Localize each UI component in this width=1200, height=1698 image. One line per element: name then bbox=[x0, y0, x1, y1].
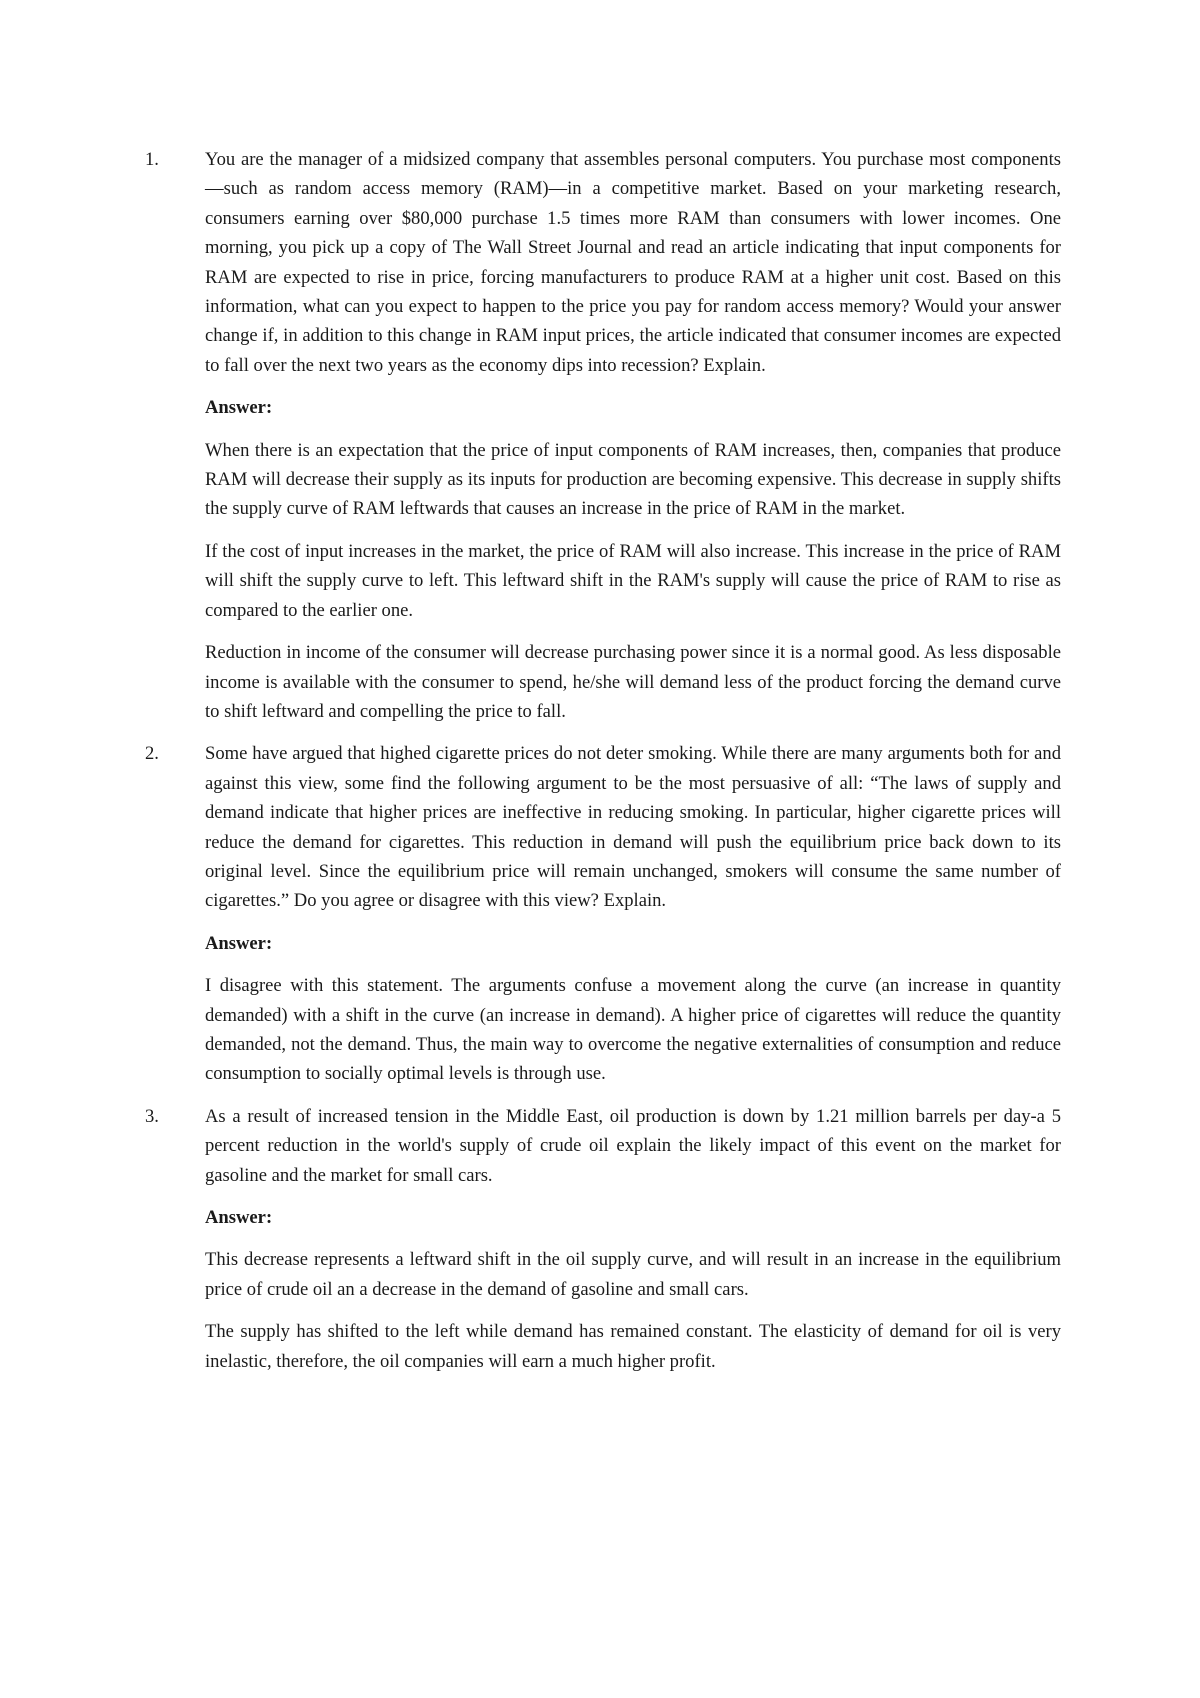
answer-paragraph: The supply has shifted to the left while demand has remained constant. The elasticity of demand for oil is very inelastic, therefore, the oil companies will earn a much higher profit. bbox=[205, 1321, 1061, 1372]
question-item-2 bbox=[145, 739, 1061, 1088]
answer-paragraph: If the cost of input increases in the market, the price of RAM will also increase. This increase in the price of RAM will shift the supply curve to left. This leftward shift in the RAM's supply will cause the price of RAM to rise as compared to the earlier one. bbox=[205, 540, 1061, 621]
question-number: 2. bbox=[145, 743, 159, 765]
question-text: Some have argued that highed cigarette prices do not deter smoking. While there are many arguments both for and against this view, some find the following argument to be the most persuasive of all: “The laws of supply and demand indicate that higher prices are ineffective in reducing smoking. In particular, higher cigarette prices will reduce the demand for cigarettes. This reduction in demand will push the equilibrium price back down to its original level. Since the equilibrium price will remain unchanged, smokers will consume the same number of cigarettes.” Do you agree or disagree with this view? Explain. bbox=[205, 743, 1061, 912]
answer-label: Answer: bbox=[205, 397, 273, 419]
question-text: As a result of increased tension in the Middle East, oil production is down by 1.21 million barrels per day-a 5 percent reduction in the world's supply of crude oil explain the likely impact of this event on the market for gasoline and the market for small cars. bbox=[205, 1105, 1061, 1186]
answer-label: Answer: bbox=[205, 932, 273, 954]
question-text: You are the manager of a midsized company that assembles personal computers. You purchase most components—such as random access memory (RAM)—in a competitive market. Based on your marketing research, consumers earning over $80,000 purchase 1.5 times more RAM than consumers with lower incomes. One morning, you pick up a copy of The Wall Street Journal and read an article indicating that input components for RAM are expected to rise in price, forcing manufacturers to produce RAM at a higher unit cost. Based on this information, what can you expect to happen to the price you pay for random access memory? Would your answer change if, in addition to this change in RAM input prices, the article indicated that consumer incomes are expected to fall over the next two years as the economy dips into recession? Explain. bbox=[205, 149, 1061, 376]
answer-paragraph: Reduction in income of the consumer will decrease purchasing power since it is a normal good. As less disposable income is available with the consumer to spend, he/she will demand less of the product forcing the demand curve to shift leftward and compelling the price to fall. bbox=[205, 642, 1061, 722]
question-number: 3. bbox=[145, 1105, 159, 1127]
answer-paragraph: I disagree with this statement. The arguments confuse a movement along the curve (an increase in quantity demanded) with a shift in the curve (an increase in demand). A higher price of cigarettes will reduce the quantity demanded, not the demand. Thus, the main way to overcome the negative externalities of consumption and reduce consumption to socially optimal levels is through use. bbox=[205, 975, 1061, 1085]
question-item-3 bbox=[145, 1102, 1061, 1376]
answer-paragraph: This decrease represents a leftward shift in the oil supply curve, and will result in an increase in the equilibrium price of crude oil an a decrease in the demand of gasoline and small cars. bbox=[205, 1249, 1061, 1300]
document-body bbox=[145, 145, 1061, 1389]
answer-paragraph: When there is an expectation that the price of input components of RAM increases, then, companies that produce RAM will decrease their supply as its inputs for production are becoming expensive. This decrease in supply shifts the supply curve of RAM leftwards that causes an increase in the price of RAM in the market. bbox=[205, 439, 1061, 520]
question-item-1 bbox=[145, 145, 1061, 726]
question-number: 1. bbox=[145, 149, 159, 170]
answer-label: Answer: bbox=[205, 1207, 273, 1228]
